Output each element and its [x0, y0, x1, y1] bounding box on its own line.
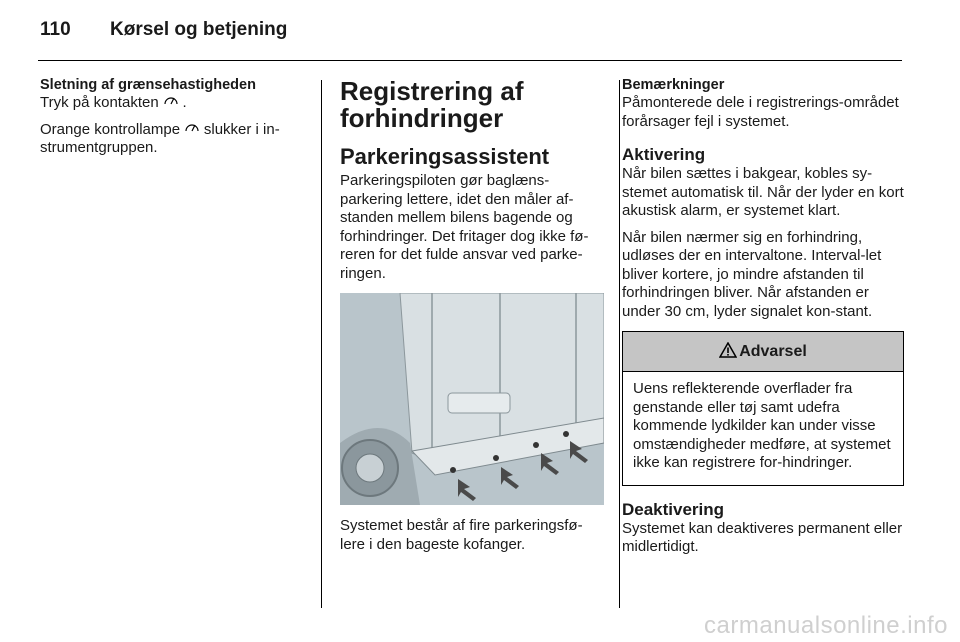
- column-right: [622, 76, 904, 557]
- header-rule: [38, 60, 902, 61]
- watermark: carmanualsonline.info: [704, 612, 948, 639]
- activation-heading: Aktivering: [622, 145, 706, 164]
- warning-box: [622, 331, 904, 486]
- figure-caption: Systemet består af fire parkeringsfø-lere i den bageste kofanger.: [340, 517, 583, 553]
- deactivation-text: Systemet kan deaktiveres permanent eller midlertidigt.: [622, 519, 903, 555]
- speed-limiter-icon: [184, 122, 204, 137]
- page-number: 110: [40, 19, 71, 40]
- running-title: Kørsel og betjening: [110, 19, 288, 40]
- rear-bumper-sensor-illustration: [340, 293, 604, 505]
- column-divider-right: [619, 80, 620, 608]
- warning-header: [623, 332, 903, 372]
- speed-limit-delete-heading: Sletning af grænsehastigheden: [40, 77, 256, 93]
- speed-limiter-icon: [163, 95, 183, 110]
- deactivation-heading: Deaktivering: [622, 499, 725, 519]
- warning-text: Uens reflekterende overflader fra genstande eller tøj samt udefra kommende lydkilder kan under visse omstændigheder medføre, at systemet ikke kan registrere for-hindringer.: [633, 380, 891, 471]
- notes-text: Påmonterede dele i registrerings-området forårsager fejl i systemet.: [622, 94, 899, 130]
- press-switch-text: Tryk på kontakten .: [40, 94, 187, 111]
- activation-paragraph-2: Når bilen nærmer sig en forhindring, udløses der en intervaltone. Interval-let bliver kortere, jo mindre afstanden til forhindringen bliver. Når afstanden er under 30 cm, lyder signalet kon-stant.: [622, 228, 882, 320]
- warning-triangle-icon: [719, 332, 737, 371]
- section-title: Registrering af forhindringer: [340, 76, 524, 133]
- activation-paragraph-1: Når bilen sættes i bakgear, kobles sy-stemet automatisk til. Når der lyder en kort akustisk alarm, er systemet klart.: [622, 165, 904, 219]
- warning-lamp-text: Orange kontrollampe slukker i in-strumentgruppen.: [40, 120, 280, 156]
- section-subtitle: Parkeringsassistent: [340, 144, 550, 169]
- intro-paragraph: Parkeringspiloten gør baglæns-parkering lettere, idet den måler af-standen mellem bilens bagende og forhindringer. Det fritager dog ikke fø-reren for det fulde ansvar ved parke-ringen.: [340, 172, 589, 282]
- notes-heading: Bemærkninger: [622, 77, 725, 93]
- column-divider-left: [321, 80, 322, 608]
- column-left: [40, 76, 302, 158]
- column-middle: [340, 76, 604, 554]
- warning-title: Advarsel: [739, 343, 807, 360]
